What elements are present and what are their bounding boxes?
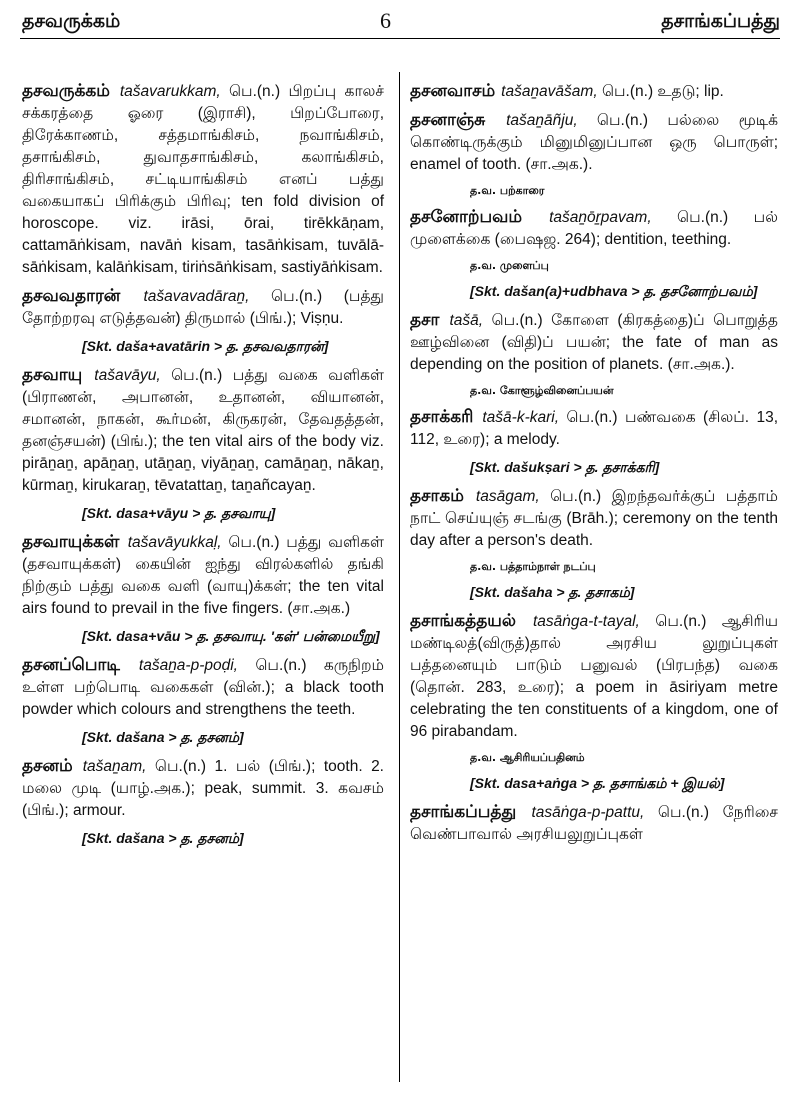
transliteration: tašaṉāñju, xyxy=(506,112,578,129)
etymology: [Skt. dašaha > த. தசாகம்] xyxy=(470,584,635,600)
transliteration: tasāṅga-p-pattu, xyxy=(531,804,645,821)
headword: தசாக்கரி xyxy=(410,407,483,427)
tamil-equivalent: த.வ. பற்காரை xyxy=(470,184,545,197)
tamil-equivalent: த.வ. முளைப்பு xyxy=(470,259,549,272)
dictionary-entry xyxy=(410,80,778,103)
transliteration: tašavavadāraṉ, xyxy=(143,288,250,305)
transliteration: tašā-k-kari, xyxy=(482,409,560,426)
dictionary-entry xyxy=(410,801,778,846)
headword: தசனோற்பவம் xyxy=(410,207,550,227)
definition: பெ.(n.) பண்வகை (சிலப். 13, 112, உரை); a melody. xyxy=(410,409,779,448)
transliteration: tašaṉavāšam, xyxy=(501,83,598,100)
etymology: [Skt. dasa+vāyu > த. தசவாயு] xyxy=(82,505,276,521)
definition: பெ.(n.) கோளை (கிரகத்தை)ப் பொறுத்த ஊழ்வினை (விதி)ப் பயன்; the fate of man as depending on the position of planets. (சா.அக.). xyxy=(410,312,778,373)
transliteration: tašavāyukkaḷ, xyxy=(127,534,222,551)
etymology: [Skt. dasa+aṅga > த. தசாங்கம் + இயல்] xyxy=(470,775,725,791)
headword: தசவாயு xyxy=(22,365,95,385)
etymology: [Skt. daša+avatārin > த. தசவவதாரன்] xyxy=(82,338,329,354)
dictionary-entry xyxy=(22,285,384,330)
transliteration: tasāgam, xyxy=(475,488,540,505)
headword: தசா xyxy=(410,310,450,330)
etymology: [Skt. dašana > த. தசனம்] xyxy=(82,830,244,846)
column-divider xyxy=(399,72,400,1082)
headword: தசாகம் xyxy=(410,486,476,506)
transliteration: tasāṅga-t-tayal, xyxy=(533,613,640,630)
transliteration: tašaṉa-p-poḍi, xyxy=(138,657,238,674)
running-head-left: தசவருக்கம் xyxy=(22,10,121,32)
dictionary-entry xyxy=(410,309,778,376)
transliteration: tašaṉōṟpavam, xyxy=(549,209,652,226)
etymology: [Skt. dasa+vāu > த. தசவாயு. 'கள்' பன்மையீறு] xyxy=(82,628,380,644)
dictionary-entry xyxy=(22,654,384,721)
headword: தசனவாசம் xyxy=(410,81,502,101)
etymology: [Skt. dašukṣari > த. தசாக்கரி] xyxy=(470,459,660,475)
transliteration: tašavāyu, xyxy=(94,367,161,384)
definition: பெ.(n.) இறந்தவர்க்குப் பத்தாம் நாட் செய்யுஞ் சடங்கு (Brāh.); ceremony on the tenth day after a person's death. xyxy=(410,488,779,549)
headword: தசவருக்கம் xyxy=(22,81,120,101)
dictionary-entry xyxy=(22,80,384,279)
etymology: [Skt. dašana > த. தசனம்] xyxy=(82,729,244,745)
dictionary-entry xyxy=(410,109,778,176)
dictionary-entry xyxy=(410,406,778,451)
header-rule xyxy=(20,38,780,39)
definition: பெ.(n.) உதடு; lip. xyxy=(597,83,724,100)
tamil-equivalent: த.வ. பத்தாம்நாள் நடப்பு xyxy=(470,560,596,573)
running-head-right: தசாங்கப்பத்து xyxy=(661,10,780,32)
dictionary-entry xyxy=(410,485,778,552)
transliteration: tašaṉam, xyxy=(82,758,147,775)
definition: பெ.(n.) பத்து வளிகள் (தசவாயுக்கள்) கையின் ஐந்து விரல்களில் தங்கி நிற்கும் பத்து வகை வளி (வாயு)க்கள்; the ten vital airs found to prevail in the five fingers. (சா.அக.) xyxy=(22,534,384,617)
tamil-equivalent: த.வ. ஆசிரியப்பதினம் xyxy=(470,751,585,764)
definition: பெ.(n.) கருநிறம் உள்ள பற்பொடி வகைகள் (வின்.); a black tooth powder which colours and strengthens the teeth. xyxy=(22,657,384,718)
dictionary-entry xyxy=(22,364,384,497)
left-column xyxy=(22,80,384,856)
tamil-equivalent: த.வ. கோளூழ்வினைப்பயன் xyxy=(470,384,614,397)
transliteration: tašā, xyxy=(449,312,484,329)
etymology: [Skt. dašan(a)+udbhava > த. தசனோற்பவம்] xyxy=(470,283,758,299)
definition: பெ.(n.) பிறப்பு காலச் சக்கரத்தை ஓரை (இராசி), பிறப்போரை, திரேக்காணம், சத்தமாங்கிசம், நவாங்கிசம், தசாங்கிசம், துவாதசாங்கிசம், கலாங்கிசம், திரிசாங்கிசம், சட்டியாங்கிசம் எனப் பத்து வகையாகப் பிரிக்கும் பிரிவு; ten fold division of horoscope. viz. irāsi, ōrai, tirēkkāṇam, cattamāṅkisam, navāṅ kisam, tasāṅkisam, tuvālā-sāṅkisam, kalāṅkisam, tiriṅsāṅkisam, sastiyāṅkisam. xyxy=(22,83,384,276)
page-number: 6 xyxy=(380,8,391,33)
definition: பெ.(n.) (பத்து தோற்றரவு எடுத்தவன்) திருமால் (பிங்.); Viṣṇu. xyxy=(22,288,384,327)
definition: பெ.(n.) நேரிசை வெண்பாவால் அரசியலுறுப்புகள் xyxy=(410,804,779,843)
headword: தசனம் xyxy=(22,756,83,776)
headword: தசாங்கத்தயல் xyxy=(410,611,533,631)
definition: பெ.(n.) பல் முளைக்கை (பைஷஜ. 264); dentition, teething. xyxy=(410,209,778,248)
headword: தசனப்பொடி xyxy=(22,655,139,675)
dictionary-entry xyxy=(410,610,778,743)
headword: தசவவதாரன் xyxy=(22,286,144,306)
dictionary-entry xyxy=(410,206,778,251)
headword: தசவாயுக்கள் xyxy=(22,532,128,552)
definition: பெ.(n.) ஆசிரிய மண்டிலத்(விருத்)தால் அரசிய லுறுப்புகள் பத்தனையும் பாடும் பனுவல் (பிரபந்த) வகை (தொன். 283, உரை); a poem in āsiriyam metre celebrating the ten constituents of a kingdom, one of 96 pirabandam. xyxy=(410,613,778,740)
dictionary-entry xyxy=(22,531,384,620)
definition: பெ.(n.) பத்து வகை வளிகள் (பிராணன், அபானன், உதானன், வியானன், சமானன், நாகன், கூர்மன், கிருகரன், தேவதத்தன், தனஞ்சயன்) (பிங்.); the ten vital airs of the body viz. pirāṉaṉ, apāṉaṉ, utāṉaṉ, viyāṉaṉ, camāṉaṉ, nākaṉ, kūrmaṉ, kirukaraṉ, tēvatattaṉ, taṉañcayaṉ. xyxy=(22,367,384,494)
right-column xyxy=(410,80,778,852)
headword: தசாங்கப்பத்து xyxy=(410,802,532,822)
dictionary-entry xyxy=(22,755,384,822)
definition: பெ.(n.) 1. பல் (பிங்.); tooth. 2. மலை முடி (யாழ்.அக.); peak, summit. 3. கவசம் (பிங்.); armour. xyxy=(22,758,384,819)
headword: தசனாஞ்சு xyxy=(410,110,507,130)
transliteration: tašavarukkam, xyxy=(119,83,221,100)
definition: பெ.(n.) பல்லை மூடிக் கொண்டிருக்கும் மினுமினுப்பான ஒரு பொருள்; enamel of tooth. (சா.அக.). xyxy=(410,112,778,173)
